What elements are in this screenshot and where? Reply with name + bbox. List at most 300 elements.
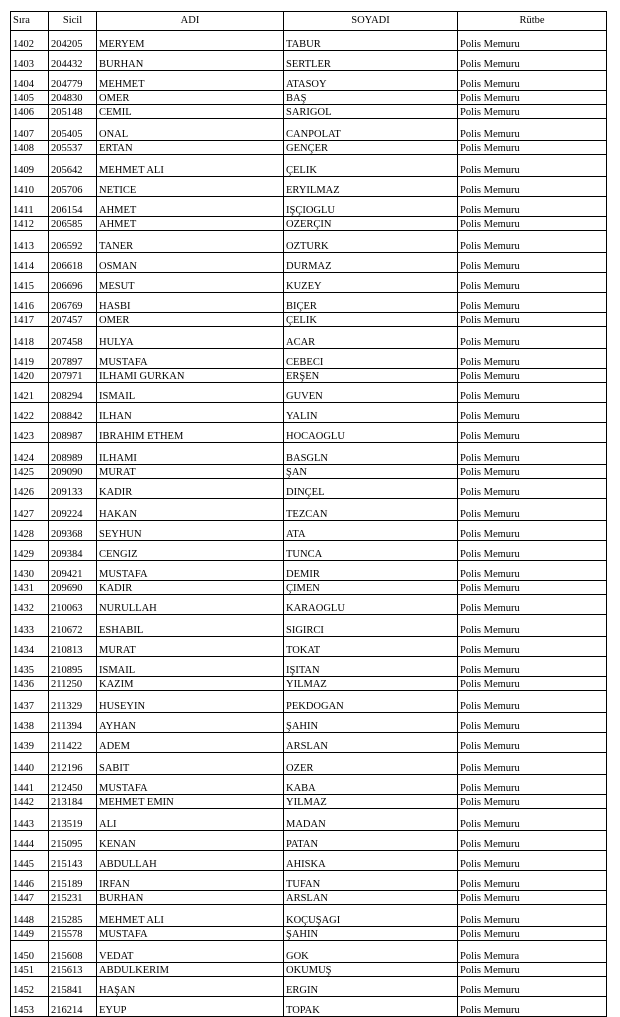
table-row	[11, 691, 607, 713]
cell-soyadi: YILMAZ	[284, 795, 458, 809]
cell-sicil: 207971	[49, 369, 97, 383]
cell-sira: 1406	[11, 105, 49, 119]
cell-sira: 1444	[11, 831, 49, 851]
column-header-soyadi: SOYADI	[284, 12, 458, 31]
table-row	[11, 383, 607, 403]
cell-sira: 1428	[11, 521, 49, 541]
cell-adi: KADIR	[97, 581, 284, 595]
cell-sira: 1437	[11, 691, 49, 713]
cell-sicil: 215608	[49, 941, 97, 963]
table-row	[11, 273, 607, 293]
cell-rutbe: Polis Memuru	[458, 831, 607, 851]
cell-sira: 1424	[11, 443, 49, 465]
cell-soyadi: PEKDOGAN	[284, 691, 458, 713]
cell-sira: 1413	[11, 231, 49, 253]
cell-adi: KENAN	[97, 831, 284, 851]
cell-adi: ADEM	[97, 733, 284, 753]
cell-sicil: 209090	[49, 465, 97, 479]
table-row	[11, 479, 607, 499]
table-row	[11, 851, 607, 871]
table-row	[11, 809, 607, 831]
cell-sicil: 207458	[49, 327, 97, 349]
cell-adi: AHMET	[97, 197, 284, 217]
cell-sicil: 208989	[49, 443, 97, 465]
column-header-adi: ADI	[97, 12, 284, 31]
cell-soyadi: ACAR	[284, 327, 458, 349]
cell-rutbe: Polis Memuru	[458, 71, 607, 91]
table-row	[11, 927, 607, 941]
cell-sicil: 215095	[49, 831, 97, 851]
cell-sira: 1435	[11, 657, 49, 677]
cell-rutbe: Polis Memuru	[458, 197, 607, 217]
cell-sicil: 213519	[49, 809, 97, 831]
cell-soyadi: ERGIN	[284, 977, 458, 997]
cell-soyadi: GENÇER	[284, 141, 458, 155]
table-row	[11, 327, 607, 349]
cell-sira: 1449	[11, 927, 49, 941]
cell-sira: 1429	[11, 541, 49, 561]
cell-sicil: 205706	[49, 177, 97, 197]
cell-adi: OMER	[97, 91, 284, 105]
cell-sira: 1446	[11, 871, 49, 891]
cell-soyadi: TOPAK	[284, 997, 458, 1017]
cell-sicil: 207457	[49, 313, 97, 327]
cell-adi: MEHMET	[97, 71, 284, 91]
table-row	[11, 963, 607, 977]
cell-sicil: 212450	[49, 775, 97, 795]
cell-sicil: 204779	[49, 71, 97, 91]
table-row	[11, 369, 607, 383]
cell-rutbe: Polis Memuru	[458, 657, 607, 677]
column-header-sicil: Sicil	[49, 12, 97, 31]
cell-rutbe: Polis Memuru	[458, 775, 607, 795]
cell-sicil: 209224	[49, 499, 97, 521]
cell-adi: MUSTAFA	[97, 775, 284, 795]
cell-sira: 1423	[11, 423, 49, 443]
cell-rutbe: Polis Memuru	[458, 927, 607, 941]
cell-rutbe: Polis Memuru	[458, 905, 607, 927]
cell-sira: 1404	[11, 71, 49, 91]
cell-soyadi: CANPOLAT	[284, 119, 458, 141]
cell-adi: HAKAN	[97, 499, 284, 521]
cell-sicil: 211394	[49, 713, 97, 733]
cell-soyadi: ATASOY	[284, 71, 458, 91]
cell-rutbe: Polis Memuru	[458, 499, 607, 521]
table-row	[11, 677, 607, 691]
cell-adi: HASBI	[97, 293, 284, 313]
cell-soyadi: DURMAZ	[284, 253, 458, 273]
cell-soyadi: IŞÇIOGLU	[284, 197, 458, 217]
cell-sicil: 206696	[49, 273, 97, 293]
cell-adi: VEDAT	[97, 941, 284, 963]
cell-sira: 1448	[11, 905, 49, 927]
cell-adi: MEHMET ALI	[97, 155, 284, 177]
cell-soyadi: OZERÇIN	[284, 217, 458, 231]
cell-rutbe: Polis Memuru	[458, 637, 607, 657]
cell-sicil: 209368	[49, 521, 97, 541]
cell-sicil: 210063	[49, 595, 97, 615]
table-row	[11, 905, 607, 927]
table-row	[11, 31, 607, 51]
table-row	[11, 71, 607, 91]
cell-sira: 1438	[11, 713, 49, 733]
cell-soyadi: HOCAOGLU	[284, 423, 458, 443]
cell-adi: EYUP	[97, 997, 284, 1017]
cell-soyadi: SARIGOL	[284, 105, 458, 119]
cell-sicil: 215578	[49, 927, 97, 941]
cell-adi: MURAT	[97, 465, 284, 479]
table-row	[11, 197, 607, 217]
cell-adi: ERTAN	[97, 141, 284, 155]
cell-adi: MEHMET ALI	[97, 905, 284, 927]
cell-sicil: 215285	[49, 905, 97, 927]
cell-adi: ILHAMI	[97, 443, 284, 465]
cell-sira: 1431	[11, 581, 49, 595]
cell-soyadi: BAŞ	[284, 91, 458, 105]
cell-soyadi: TUFAN	[284, 871, 458, 891]
cell-sicil: 206585	[49, 217, 97, 231]
cell-sicil: 215231	[49, 891, 97, 905]
cell-soyadi: AHISKA	[284, 851, 458, 871]
cell-soyadi: ÇIMEN	[284, 581, 458, 595]
cell-sira: 1445	[11, 851, 49, 871]
cell-sicil: 209690	[49, 581, 97, 595]
cell-adi: ESHABIL	[97, 615, 284, 637]
cell-soyadi: BASGLN	[284, 443, 458, 465]
cell-adi: NURULLAH	[97, 595, 284, 615]
cell-rutbe: Polis Memuru	[458, 51, 607, 71]
cell-soyadi: DINÇEL	[284, 479, 458, 499]
personnel-roster-table	[10, 11, 607, 1017]
cell-adi: MESUT	[97, 273, 284, 293]
cell-soyadi: SIGIRCI	[284, 615, 458, 637]
cell-sira: 1434	[11, 637, 49, 657]
cell-soyadi: MADAN	[284, 809, 458, 831]
cell-sicil: 204830	[49, 91, 97, 105]
cell-soyadi: KUZEY	[284, 273, 458, 293]
cell-rutbe: Polis Memuru	[458, 851, 607, 871]
table-row	[11, 177, 607, 197]
cell-sicil: 204432	[49, 51, 97, 71]
cell-sira: 1405	[11, 91, 49, 105]
cell-soyadi: PATAN	[284, 831, 458, 851]
table-row	[11, 217, 607, 231]
cell-soyadi: ARSLAN	[284, 733, 458, 753]
cell-rutbe: Polis Memuru	[458, 561, 607, 581]
cell-rutbe: Polis Memuru	[458, 581, 607, 595]
cell-sicil: 206769	[49, 293, 97, 313]
cell-soyadi: GUVEN	[284, 383, 458, 403]
cell-sicil: 205148	[49, 105, 97, 119]
cell-sira: 1412	[11, 217, 49, 231]
table-row	[11, 733, 607, 753]
cell-sira: 1451	[11, 963, 49, 977]
cell-sira: 1433	[11, 615, 49, 637]
cell-sira: 1432	[11, 595, 49, 615]
table-row	[11, 231, 607, 253]
cell-rutbe: Polis Memuru	[458, 809, 607, 831]
cell-rutbe: Polis Memuru	[458, 595, 607, 615]
cell-sira: 1418	[11, 327, 49, 349]
table-row	[11, 253, 607, 273]
table-row	[11, 775, 607, 795]
cell-sicil: 215613	[49, 963, 97, 977]
cell-sira: 1420	[11, 369, 49, 383]
cell-rutbe: Polis Memuru	[458, 217, 607, 231]
cell-sicil: 207897	[49, 349, 97, 369]
table-row	[11, 871, 607, 891]
cell-soyadi: TUNCA	[284, 541, 458, 561]
table-row	[11, 615, 607, 637]
cell-adi: MUSTAFA	[97, 561, 284, 581]
cell-sira: 1425	[11, 465, 49, 479]
cell-rutbe: Polis Memuru	[458, 753, 607, 775]
cell-sira: 1421	[11, 383, 49, 403]
cell-soyadi: ŞAHIN	[284, 713, 458, 733]
cell-soyadi: ÇELIK	[284, 313, 458, 327]
table-row	[11, 977, 607, 997]
cell-adi: MERYEM	[97, 31, 284, 51]
cell-adi: TANER	[97, 231, 284, 253]
cell-rutbe: Polis Memuru	[458, 141, 607, 155]
cell-soyadi: OZTURK	[284, 231, 458, 253]
cell-rutbe: Polis Memuru	[458, 327, 607, 349]
cell-soyadi: TOKAT	[284, 637, 458, 657]
cell-sira: 1417	[11, 313, 49, 327]
cell-sira: 1426	[11, 479, 49, 499]
cell-soyadi: CEBECI	[284, 349, 458, 369]
table-row	[11, 637, 607, 657]
cell-sicil: 209421	[49, 561, 97, 581]
table-row	[11, 141, 607, 155]
cell-sira: 1439	[11, 733, 49, 753]
cell-adi: ILHAMI GURKAN	[97, 369, 284, 383]
cell-soyadi: TABUR	[284, 31, 458, 51]
cell-adi: IRFAN	[97, 871, 284, 891]
cell-rutbe: Polis Memuru	[458, 369, 607, 383]
cell-soyadi: SERTLER	[284, 51, 458, 71]
cell-sira: 1414	[11, 253, 49, 273]
cell-soyadi: YALIN	[284, 403, 458, 423]
table-row	[11, 831, 607, 851]
cell-soyadi: ARSLAN	[284, 891, 458, 905]
cell-adi: ABDULKERIM	[97, 963, 284, 977]
cell-soyadi: ERŞEN	[284, 369, 458, 383]
cell-sicil: 216214	[49, 997, 97, 1017]
cell-sira: 1403	[11, 51, 49, 71]
cell-adi: AYHAN	[97, 713, 284, 733]
table-row	[11, 891, 607, 905]
cell-sicil: 206592	[49, 231, 97, 253]
cell-rutbe: Polis Memuru	[458, 155, 607, 177]
cell-rutbe: Polis Memuru	[458, 383, 607, 403]
cell-rutbe: Polis Memuru	[458, 423, 607, 443]
cell-soyadi: ATA	[284, 521, 458, 541]
cell-sicil: 209133	[49, 479, 97, 499]
cell-rutbe: Polis Memuru	[458, 541, 607, 561]
table-row	[11, 521, 607, 541]
cell-adi: ILHAN	[97, 403, 284, 423]
cell-adi: MUSTAFA	[97, 349, 284, 369]
cell-soyadi: BIÇER	[284, 293, 458, 313]
cell-soyadi: YILMAZ	[284, 677, 458, 691]
cell-rutbe: Polis Memuru	[458, 521, 607, 541]
cell-sira: 1407	[11, 119, 49, 141]
cell-rutbe: Polis Memuru	[458, 963, 607, 977]
table-row	[11, 293, 607, 313]
cell-adi: IBRAHIM ETHEM	[97, 423, 284, 443]
cell-sira: 1430	[11, 561, 49, 581]
cell-adi: KAZIM	[97, 677, 284, 691]
cell-soyadi: ÇELIK	[284, 155, 458, 177]
cell-sicil: 206618	[49, 253, 97, 273]
cell-sira: 1443	[11, 809, 49, 831]
cell-soyadi: ERYILMAZ	[284, 177, 458, 197]
cell-rutbe: Polis Memuru	[458, 253, 607, 273]
cell-rutbe: Polis Memuru	[458, 677, 607, 691]
cell-soyadi: KABA	[284, 775, 458, 795]
cell-adi: KADIR	[97, 479, 284, 499]
cell-adi: HAŞAN	[97, 977, 284, 997]
cell-rutbe: Polis Memuru	[458, 231, 607, 253]
cell-rutbe: Polis Memuru	[458, 31, 607, 51]
table-row	[11, 581, 607, 595]
cell-rutbe: Polis Memuru	[458, 293, 607, 313]
cell-adi: ONAL	[97, 119, 284, 141]
cell-sicil: 208294	[49, 383, 97, 403]
cell-sira: 1450	[11, 941, 49, 963]
cell-rutbe: Polis Memuru	[458, 443, 607, 465]
table-row	[11, 119, 607, 141]
cell-adi: ALI	[97, 809, 284, 831]
table-row	[11, 561, 607, 581]
cell-adi: CENGIZ	[97, 541, 284, 561]
cell-adi: BURHAN	[97, 891, 284, 905]
cell-rutbe: Polis Memuru	[458, 91, 607, 105]
cell-rutbe: Polis Memuru	[458, 479, 607, 499]
cell-sicil: 208842	[49, 403, 97, 423]
cell-sira: 1452	[11, 977, 49, 997]
cell-sira: 1440	[11, 753, 49, 775]
table-row	[11, 795, 607, 809]
table-row	[11, 753, 607, 775]
cell-adi: MURAT	[97, 637, 284, 657]
table-row	[11, 423, 607, 443]
header-row	[11, 12, 607, 31]
cell-sicil: 211250	[49, 677, 97, 691]
cell-sicil: 213184	[49, 795, 97, 809]
cell-adi: MEHMET EMIN	[97, 795, 284, 809]
cell-sicil: 205537	[49, 141, 97, 155]
cell-adi: HULYA	[97, 327, 284, 349]
table-row	[11, 403, 607, 423]
table-row	[11, 155, 607, 177]
cell-adi: MUSTAFA	[97, 927, 284, 941]
cell-sicil: 211422	[49, 733, 97, 753]
cell-sicil: 209384	[49, 541, 97, 561]
cell-soyadi: DEMIR	[284, 561, 458, 581]
cell-rutbe: Polis Memuru	[458, 105, 607, 119]
table-row	[11, 595, 607, 615]
cell-adi: SABIT	[97, 753, 284, 775]
cell-sira: 1441	[11, 775, 49, 795]
cell-rutbe: Polis Memuru	[458, 871, 607, 891]
cell-adi: AHMET	[97, 217, 284, 231]
cell-adi: ABDULLAH	[97, 851, 284, 871]
cell-sira: 1453	[11, 997, 49, 1017]
cell-rutbe: Polis Memuru	[458, 465, 607, 479]
cell-soyadi: KOÇUŞAGI	[284, 905, 458, 927]
cell-sicil: 211329	[49, 691, 97, 713]
cell-sira: 1415	[11, 273, 49, 293]
cell-sicil: 204205	[49, 31, 97, 51]
cell-soyadi: OZER	[284, 753, 458, 775]
cell-sicil: 210813	[49, 637, 97, 657]
table-row	[11, 997, 607, 1017]
cell-rutbe: Polis Memuru	[458, 313, 607, 327]
cell-soyadi: ŞAN	[284, 465, 458, 479]
cell-rutbe: Polis Memuru	[458, 273, 607, 293]
cell-rutbe: Polis Memuru	[458, 403, 607, 423]
cell-rutbe: Polis Memuru	[458, 349, 607, 369]
cell-rutbe: Polis Memura	[458, 941, 607, 963]
table-row	[11, 349, 607, 369]
cell-rutbe: Polis Memuru	[458, 733, 607, 753]
cell-rutbe: Polis Memuru	[458, 977, 607, 997]
cell-sira: 1447	[11, 891, 49, 905]
cell-sira: 1427	[11, 499, 49, 521]
cell-sicil: 208987	[49, 423, 97, 443]
cell-soyadi: KARAOGLU	[284, 595, 458, 615]
table-row	[11, 51, 607, 71]
cell-sicil: 206154	[49, 197, 97, 217]
cell-soyadi: IŞITAN	[284, 657, 458, 677]
table-row	[11, 941, 607, 963]
column-header-sira: Sıra	[11, 12, 49, 31]
cell-sicil: 215189	[49, 871, 97, 891]
cell-adi: ISMAIL	[97, 383, 284, 403]
cell-rutbe: Polis Memuru	[458, 997, 607, 1017]
table-header	[11, 12, 607, 31]
table-row	[11, 91, 607, 105]
cell-rutbe: Polis Memuru	[458, 119, 607, 141]
cell-soyadi: GOK	[284, 941, 458, 963]
cell-soyadi: OKUMUŞ	[284, 963, 458, 977]
cell-adi: HUSEYIN	[97, 691, 284, 713]
cell-sira: 1411	[11, 197, 49, 217]
cell-adi: OMER	[97, 313, 284, 327]
table-row	[11, 713, 607, 733]
cell-sira: 1422	[11, 403, 49, 423]
cell-adi: OSMAN	[97, 253, 284, 273]
cell-rutbe: Polis Memuru	[458, 615, 607, 637]
table-row	[11, 105, 607, 119]
table-row	[11, 541, 607, 561]
cell-rutbe: Polis Memuru	[458, 891, 607, 905]
cell-sira: 1409	[11, 155, 49, 177]
table-row	[11, 443, 607, 465]
cell-sira: 1416	[11, 293, 49, 313]
cell-sira: 1442	[11, 795, 49, 809]
cell-sicil: 210895	[49, 657, 97, 677]
cell-sicil: 210672	[49, 615, 97, 637]
cell-rutbe: Polis Memuru	[458, 795, 607, 809]
roster-table-container	[10, 11, 606, 1017]
cell-sira: 1410	[11, 177, 49, 197]
cell-adi: CEMIL	[97, 105, 284, 119]
cell-adi: ISMAIL	[97, 657, 284, 677]
cell-sira: 1408	[11, 141, 49, 155]
